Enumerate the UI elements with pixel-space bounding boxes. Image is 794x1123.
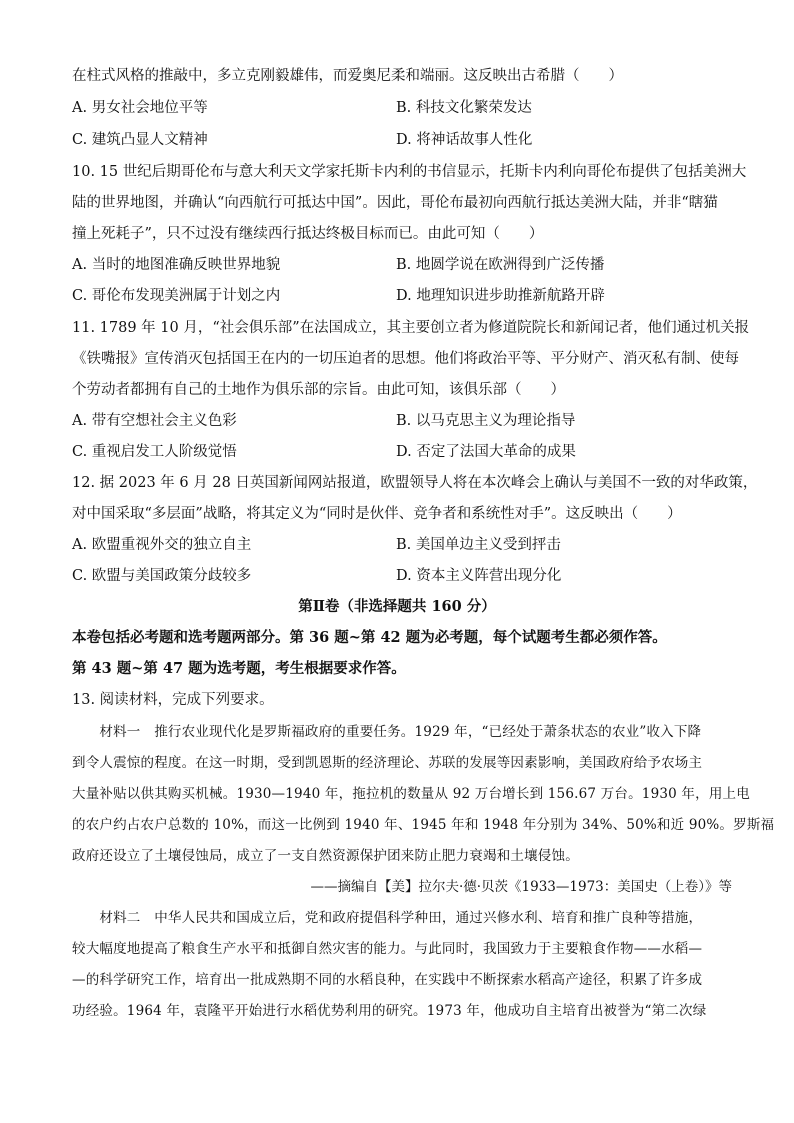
q11-option-c: C. 重视启发工人阶级觉悟	[72, 444, 237, 460]
section-title: 第Ⅱ卷（非选择题共 160 分）	[298, 598, 496, 615]
q12-option-a: A. 欧盟重视外交的独立自主	[72, 537, 252, 553]
q11-option-b: B. 以马克思主义为理论指导	[396, 413, 576, 429]
q10-option-c: C. 哥伦布发现美洲属于计划之内	[72, 288, 281, 304]
material1-line-1: 材料一 推行农业现代化是罗斯福政府的重要任务。1929 年，“已经处于萧条状态的农业”收入下降	[72, 724, 702, 740]
q10-option-d: D. 地理知识进步助推新航路开辟	[396, 288, 605, 304]
q9-option-a: A. 男女社会地位平等	[72, 100, 208, 116]
material1-source: ——摘编自【美】拉尔夫·德·贝茨《1933—1973：美国史（上卷）》等	[310, 879, 732, 895]
q12-option-b: B. 美国单边主义受到抨击	[396, 537, 561, 553]
q10-option-a: A. 当时的地图准确反映世界地貌	[72, 257, 281, 273]
q9-option-c: C. 建筑凸显人文精神	[72, 132, 208, 148]
material2-line-4: 功经验。1964 年，袁隆平开始进行水稻优势利用的研究。1973 年，他成功自主培育出被誉为“第二次绿	[72, 1003, 707, 1019]
q11-option-a: A. 带有空想社会主义色彩	[72, 413, 237, 429]
q12-line-2: 对中国采取“多层面”战略，将其定义为“同时是伙伴、竞争者和系统性对手”。这反映出（ ）	[72, 506, 682, 522]
material2-line-2: 较大幅度地提高了粮食生产水平和抵御自然灾害的能力。与此同时，我国致力于主要粮食作物——水稻—	[72, 941, 703, 957]
q9-option-b: B. 科技文化繁荣发达	[396, 100, 532, 116]
section-intro-1: 本卷包括必考题和选考题两部分。第 36 题~第 42 题为必考题，每个试题考生都必须作答。	[72, 629, 667, 646]
material1-line-3: 大量补贴以供其购买机械。1930—1940 年，拖拉机的数量从 92 万台增长到 156.67 万台。1930 年，用上电	[72, 786, 750, 802]
q11-line-2: 《铁嘴报》宣传消灭包括国王在内的一切压迫者的思想。他们将政治平等、平分财产、消灭私有制、使每	[72, 351, 739, 367]
material2-line-3: —的科学研究工作，培育出一批成熟期不同的水稻良种，在实践中不断探索水稻高产途径，积累了许多成	[72, 972, 703, 988]
q12-option-d: D. 资本主义阵营出现分化	[396, 568, 562, 584]
q13-stem: 13. 阅读材料，完成下列要求。	[72, 692, 274, 708]
material1-line-2: 到令人震惊的程度。在这一时期，受到凯恩斯的经济理论、苏联的发展等因素影响，美国政府给予农场主	[72, 755, 703, 771]
material1-line-5: 政府还设立了土壤侵蚀局，成立了一支自然资源保护团来防止肥力衰竭和土壤侵蚀。	[72, 848, 579, 864]
section-intro-2: 第 43 题~第 47 题为选考题，考生根据要求作答。	[72, 660, 406, 677]
material1-line-4: 的农户约占农户总数的 10%，而这一比例到 1940 年、1945 年和 1948 年分别为 34%、50%和近 90%。罗斯福	[72, 817, 775, 833]
q11-line-3: 个劳动者都拥有自己的土地作为俱乐部的宗旨。由此可知，该俱乐部（ ）	[72, 382, 565, 398]
q12-line-1: 12. 据 2023 年 6 月 28 日英国新闻网站报道，欧盟领导人将在本次峰会上确认与美国不一致的对华政策，	[72, 475, 758, 491]
q10-line-3: 撞上死耗子”，只不过没有继续西行抵达终极目标而已。由此可知（ ）	[72, 226, 544, 242]
q11-option-d: D. 否定了法国大革命的成果	[396, 444, 576, 460]
q10-option-b: B. 地圆学说在欧洲得到广泛传播	[396, 257, 605, 273]
q9-stem: 在柱式风格的推敲中，多立克刚毅雄伟，而爱奥尼柔和端丽。这反映出古希腊（ ）	[72, 68, 623, 84]
q12-option-c: C. 欧盟与美国政策分歧较多	[72, 568, 252, 584]
q9-option-d: D. 将神话故事人性化	[396, 132, 533, 148]
q10-line-1: 10. 15 世纪后期哥伦布与意大利天文学家托斯卡内利的书信显示，托斯卡内利向哥伦布提供了包括美洲大	[72, 164, 747, 180]
q10-line-2: 陆的世界地图，并确认“向西航行可抵达中国”。因此，哥伦布最初向西航行抵达美洲大陆，并非“瞎猫	[72, 195, 718, 211]
q11-line-1: 11. 1789 年 10 月，“社会俱乐部”在法国成立，其主要创立者为修道院院长和新闻记者，他们通过机关报	[72, 320, 750, 336]
material2-line-1: 材料二 中华人民共和国成立后，党和政府提倡科学种田，通过兴修水利、培育和推广良种等措施，	[72, 910, 703, 926]
